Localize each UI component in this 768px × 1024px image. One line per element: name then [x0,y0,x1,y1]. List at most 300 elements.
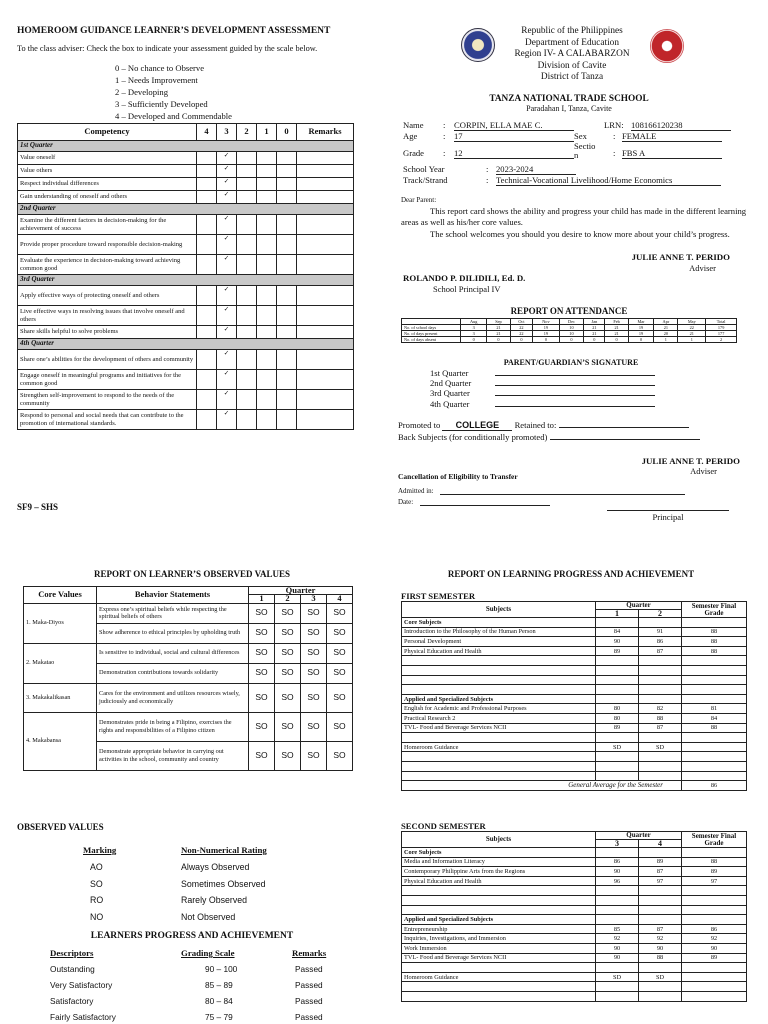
rating-checkbox[interactable] [237,255,257,275]
grade-q-a [596,665,639,675]
scale-descriptor: Outstanding [50,964,95,974]
grade-q-a [596,905,639,915]
attendance-value: 21 [605,325,628,331]
scale-descriptor: Very Satisfactory [50,980,113,990]
final-grade [682,972,747,982]
rating-checkbox[interactable] [257,306,277,326]
final-grade [682,848,747,858]
back-subjects-label: Back Subjects (for conditionally promoted) [398,432,548,442]
rating-checkbox[interactable] [277,410,297,430]
rating-checkbox[interactable]: ✓ [217,191,237,204]
subject-name [402,991,596,1001]
attendance-value: 0 [628,337,654,343]
age-value: 17 [454,131,574,142]
final-grade: 81 [682,704,747,714]
grade-q-a [596,752,639,762]
colon: : [613,148,616,158]
name-label: Name [403,120,424,130]
marking-description: Sometimes Observed [181,878,266,889]
assessment-instruction: To the class adviser: Check the box to indicate your assessment guided by the scale below. [17,44,318,53]
rating-checkbox[interactable] [197,410,217,430]
competency-row [18,306,354,326]
rating-checkbox[interactable] [197,350,217,370]
final-grade: 92 [682,934,747,944]
rating-checkbox[interactable] [237,390,257,410]
competency-row [18,410,354,430]
principal-label: Principal [652,512,684,522]
final-grade [682,915,747,925]
grades-header-row [402,832,747,840]
rating-checkbox[interactable] [237,306,257,326]
attendance-value: 0 [510,337,533,343]
competency-text: Provide proper procedure toward responsible decision-making [18,235,197,255]
behavior-statement: Cares for the environment and utilizes resources wisely, judiciously and economically [97,683,249,712]
grade-q-a: 90 [596,953,639,963]
rating-checkbox[interactable] [277,215,297,235]
rating-checkbox[interactable] [197,191,217,204]
scale-range: 85 – 89 [205,980,233,990]
subject-name: Physical Education and Health [402,876,596,886]
header-line: Department of Education [525,37,619,48]
subject-name [402,905,596,915]
grade-q-b [639,618,682,628]
values-title: REPORT ON LEARNER’S OBSERVED VALUES [94,569,290,579]
grade-q-b [639,694,682,704]
subject-name: Inquiries, Investigations, and Immersion [402,934,596,944]
header-line: Region IV- A CALABARZON [514,49,630,59]
header-line: Division of Cavite [537,60,607,71]
value-rating: SO [275,683,301,712]
quarter-label: 1st Quarter [18,141,354,152]
final-grade-header: Semester Final Grade [682,832,747,848]
remarks-cell [297,152,354,165]
competency-row [18,286,354,306]
value-rating: SO [327,603,353,623]
scale-descriptor: Fairly Satisfactory [50,1012,116,1022]
deped-seal-icon [461,28,495,62]
signature-row [430,378,670,388]
values-row [24,683,353,712]
quarter-header: Quarter [249,587,353,595]
quarter-row [18,204,354,215]
final-grade [682,618,747,628]
value-rating: SO [301,741,327,770]
value-rating: SO [249,741,275,770]
value-rating: SO [301,683,327,712]
rating-checkbox[interactable]: ✓ [217,370,237,390]
admitted-label: Admitted in: [398,487,434,495]
scale-item: 0 – No chance to Observe [115,63,205,73]
cancellation-title: Cancellation of Eligibility to Transfer [398,472,518,481]
grade-q-b: 87 [639,723,682,733]
rating-checkbox[interactable] [197,370,217,390]
remarks-cell [297,286,354,306]
rating-checkbox[interactable] [257,215,277,235]
colon: : [486,164,489,174]
rating-checkbox[interactable] [257,165,277,178]
subject-row [402,963,747,973]
general-average-label: General Average for the Semester [402,781,682,791]
month-header: Aug [461,319,487,325]
rating-checkbox[interactable] [277,326,297,339]
rating-checkbox[interactable] [237,286,257,306]
subject-name [402,675,596,685]
rating-checkbox[interactable] [257,191,277,204]
grade-q-a: 85 [596,924,639,934]
rating-checkbox[interactable] [277,152,297,165]
adviser-name: JULIE ANNE T. PERIDO [631,252,730,262]
rating-checkbox[interactable] [237,191,257,204]
final-grade [682,886,747,896]
scale-item: 2 – Developing [115,87,168,97]
grade-q-a: 84 [596,627,639,637]
signature-line[interactable] [495,375,655,376]
attendance-table [401,318,737,343]
value-rating: SO [327,663,353,683]
quarter-number: 3 [596,840,639,848]
month-header: Nov [533,319,559,325]
subjects-header: Subjects [402,602,596,618]
rating-checkbox[interactable] [277,350,297,370]
month-header: Apr [654,319,678,325]
values-row [24,603,353,623]
rating-checkbox[interactable] [277,255,297,275]
rating-checkbox[interactable] [237,326,257,339]
scale-item: 4 – Developed and Commendable [115,111,232,121]
rating-checkbox[interactable] [277,390,297,410]
grade-q-a: 96 [596,876,639,886]
grade-q-b [639,656,682,666]
parent-signature-title: PARENT/GUARDIAN’S SIGNATURE [503,358,639,367]
core-value: 4. Makabansa [24,712,97,770]
rating-checkbox[interactable] [277,191,297,204]
signature-line[interactable] [495,395,655,396]
month-header: Dec [559,319,584,325]
rating-checkbox[interactable] [257,350,277,370]
attendance-value: 22 [510,325,533,331]
value-rating: SO [327,712,353,741]
rating-checkbox[interactable] [277,235,297,255]
rating-checkbox[interactable] [257,235,277,255]
subject-row [402,742,747,752]
grade-q-a: 92 [596,934,639,944]
progress-title: REPORT ON LEARNING PROGRESS AND ACHIEVEMENT [447,569,695,579]
date-label: Date: [398,498,414,506]
scale-range: 80 – 84 [205,996,233,1006]
grade-q-b [639,761,682,771]
rating-checkbox[interactable] [197,390,217,410]
value-rating: SO [249,663,275,683]
subject-row [402,857,747,867]
subject-name: Media and Information Literacy [402,857,596,867]
header-line: District of Tanza [540,72,604,82]
rating-checkbox[interactable] [237,178,257,191]
rating-checkbox[interactable] [197,306,217,326]
subject-name [402,761,596,771]
scale-range: 90 – 100 [205,964,238,974]
competency-col-header: Remarks [297,124,354,141]
remarks-cell [297,178,354,191]
attendance-value: 19 [533,331,559,337]
grade-q-b [639,771,682,781]
grade-q-a [596,675,639,685]
rating-checkbox[interactable] [237,165,257,178]
behavior-header: Behavior Statements [97,587,249,604]
promotion-line [398,420,748,431]
subject-row [402,943,747,953]
scale-header: Remarks [292,948,327,958]
behavior-statement: Is sensitive to individual, social and cultural differences [97,643,249,663]
principal-title: School Principal IV [433,284,501,294]
attendance-value: 21 [584,325,605,331]
final-grade [682,752,747,762]
competency-text: Value oneself [18,152,197,165]
rating-checkbox[interactable] [257,390,277,410]
observed-values-title: OBSERVED VALUES [17,822,104,832]
colon: : [443,120,446,130]
remarks-cell [297,215,354,235]
rating-checkbox[interactable]: ✓ [217,235,237,255]
scale-header: Descriptors [50,948,94,958]
assessment-title: HOMEROOM GUIDANCE LEARNER’S DEVELOPMENT ASSESSMENT [17,26,331,36]
scale-item: 1 – Needs Improvement [115,75,198,85]
scale-remark: Passed [295,980,323,990]
subject-row [402,905,747,915]
rating-checkbox[interactable] [237,215,257,235]
attendance-value: 19 [628,331,654,337]
grade-q-b [639,991,682,1001]
final-grade: 88 [682,637,747,647]
core-value: 3. Makakalikasan [24,683,97,712]
colon: : [443,148,446,158]
quarter-header: Quarter [596,602,682,610]
behavior-statement: Demonstrate appropriate behavior in carrying out activities in the school, community and country [97,741,249,770]
attendance-value: 10 [559,325,584,331]
grade-q-b: 92 [639,934,682,944]
attendance-row-label: No. of days absent [402,337,461,343]
subject-group-header: Core Subjects [402,618,596,628]
rating-checkbox[interactable] [197,286,217,306]
rating-checkbox[interactable] [277,306,297,326]
final-grade: 84 [682,713,747,723]
subject-row [402,694,747,704]
grade-q-b [639,895,682,905]
subject-name [402,665,596,675]
attendance-title: REPORT ON ATTENDANCE [510,306,628,316]
marking-header: Marking [83,845,117,855]
final-grade: 89 [682,953,747,963]
competency-col-header: 2 [237,124,257,141]
rating-checkbox[interactable] [237,370,257,390]
remarks-cell [297,350,354,370]
value-rating: SO [327,741,353,770]
competency-row [18,255,354,275]
competency-row [18,390,354,410]
behavior-statement: Demonstrates pride in being a Filipino, exercises the rights and responsibilities of a Filipino citizen [97,712,249,741]
value-rating: SO [275,712,301,741]
promoted-value: COLLEGE [442,420,512,431]
rating-checkbox[interactable] [257,370,277,390]
grade-q-b [639,848,682,858]
principal-name: ROLANDO P. DILIDILI, Ed. D. [403,273,526,283]
subject-row [402,781,747,791]
rating-checkbox[interactable]: ✓ [217,215,237,235]
competency-col-header: 3 [217,124,237,141]
rating-checkbox[interactable] [257,410,277,430]
signature-row [430,399,670,409]
value-rating: SO [301,663,327,683]
letter-greeting: Dear Parent: [401,196,437,204]
rating-checkbox[interactable]: ✓ [217,306,237,326]
rating-checkbox[interactable]: ✓ [217,255,237,275]
first-semester-label: FIRST SEMESTER [401,591,476,601]
grade-q-b: 88 [639,953,682,963]
retained-label: Retained to: [514,420,557,430]
competency-text: Respect individual differences [18,178,197,191]
rating-checkbox[interactable] [257,326,277,339]
subject-name: Homeroom Guidance [402,742,596,752]
subject-row [402,618,747,628]
grade-q-b: 82 [639,704,682,714]
attendance-value: 19 [533,325,559,331]
competency-col-header: Competency [18,124,197,141]
signature-quarter: 3rd Quarter [430,388,470,399]
rating-checkbox[interactable] [197,326,217,339]
attendance-value: 21 [584,331,605,337]
scale-remark: Passed [295,1012,323,1022]
back-subjects-field [550,439,700,440]
agency-header [500,26,644,84]
grade-q-a: 89 [596,723,639,733]
rating-checkbox[interactable]: ✓ [217,152,237,165]
competency-text: Respond to personal and social needs that can contribute to the promotion of international standards. [18,410,197,430]
core-value: 2. Makatao [24,643,97,683]
attendance-value: 20 [654,331,678,337]
competency-row [18,165,354,178]
rating-checkbox[interactable] [277,286,297,306]
competency-col-header: 1 [257,124,277,141]
rating-checkbox[interactable]: ✓ [217,390,237,410]
colon: : [443,131,446,141]
final-grade [682,685,747,695]
signature-row [430,368,670,378]
rating-checkbox[interactable] [197,215,217,235]
rating-checkbox[interactable]: ✓ [217,286,237,306]
signature-line[interactable] [495,385,655,386]
month-header: Mar [628,319,654,325]
grade-q-b [639,675,682,685]
header-line: Republic of the Philippines [521,26,623,36]
grade-q-b: 91 [639,627,682,637]
subject-name: Contemporary Philippine Arts from the Regions [402,867,596,877]
back-subjects-line [398,432,748,442]
rating-checkbox[interactable] [257,286,277,306]
rating-header: Non-Numerical Rating [181,845,267,855]
subject-name [402,752,596,762]
rating-checkbox[interactable]: ✓ [217,326,237,339]
subject-name [402,771,596,781]
rating-checkbox[interactable] [197,165,217,178]
marking-code: RO [90,895,104,905]
rating-checkbox[interactable] [237,410,257,430]
rating-checkbox[interactable]: ✓ [217,410,237,430]
signature-line[interactable] [495,406,655,407]
rating-checkbox[interactable] [277,370,297,390]
rating-checkbox[interactable]: ✓ [217,178,237,191]
rating-checkbox[interactable] [197,235,217,255]
rating-checkbox[interactable] [257,178,277,191]
marking-code: SO [90,878,103,889]
final-grade: 90 [682,943,747,953]
final-grade: 89 [682,867,747,877]
rating-checkbox[interactable] [277,178,297,191]
subjects-header: Subjects [402,832,596,848]
grades-header-row [402,602,747,610]
attendance-value: 1 [654,337,678,343]
rating-checkbox[interactable] [237,152,257,165]
track-value: Technical-Vocational Livelihood/Home Economics [496,175,721,186]
rating-checkbox[interactable] [237,235,257,255]
final-grade: 86 [682,924,747,934]
scale-remark: Passed [295,964,323,974]
rating-checkbox[interactable] [257,255,277,275]
attendance-value: 22 [510,331,533,337]
adviser-title: Adviser [689,263,716,273]
final-grade [682,761,747,771]
scale-range: 75 – 79 [205,1012,233,1022]
lrn-value: 108166120238 [631,120,731,131]
school-logo-icon [650,29,684,63]
grade-q-b: 87 [639,867,682,877]
grade-label: Grade [403,148,424,158]
competency-text: Value others [18,165,197,178]
grade-value: 12 [454,148,574,159]
subject-group-header: Applied and Specialized Subjects [402,694,596,704]
competency-text: Evaluate the experience in decision-making toward achieving common good [18,255,197,275]
attendance-value: 21 [487,325,510,331]
marking-description: Always Observed [181,862,250,872]
competency-text: Apply effective ways of protecting oneself and others [18,286,197,306]
grade-q-a: 90 [596,943,639,953]
grade-q-a [596,656,639,666]
rating-checkbox[interactable] [197,152,217,165]
second-semester-label: SECOND SEMESTER [401,821,486,831]
grade-q-a [596,733,639,743]
student-info [401,118,751,188]
remarks-cell [297,255,354,275]
subject-name: English for Academic and Professional Purposes [402,704,596,714]
remarks-cell [297,390,354,410]
competency-row [18,350,354,370]
rating-checkbox[interactable] [237,350,257,370]
grade-q-b [639,982,682,992]
date-field [420,505,550,506]
grade-q-b: 87 [639,924,682,934]
rating-checkbox[interactable] [257,152,277,165]
final-grade-header: Semester Final Grade [682,602,747,618]
attendance-value: 21 [487,331,510,337]
grade-q-b [639,915,682,925]
rating-checkbox[interactable] [277,165,297,178]
final-grade [682,771,747,781]
rating-checkbox[interactable]: ✓ [217,350,237,370]
attendance-value: 0 [461,337,487,343]
school-address: Paradahan I, Tanza, Cavite [526,104,612,113]
scale-item: 3 – Sufficiently Developed [115,99,208,109]
rating-checkbox[interactable]: ✓ [217,165,237,178]
rating-checkbox[interactable] [197,255,217,275]
rating-checkbox[interactable] [197,178,217,191]
